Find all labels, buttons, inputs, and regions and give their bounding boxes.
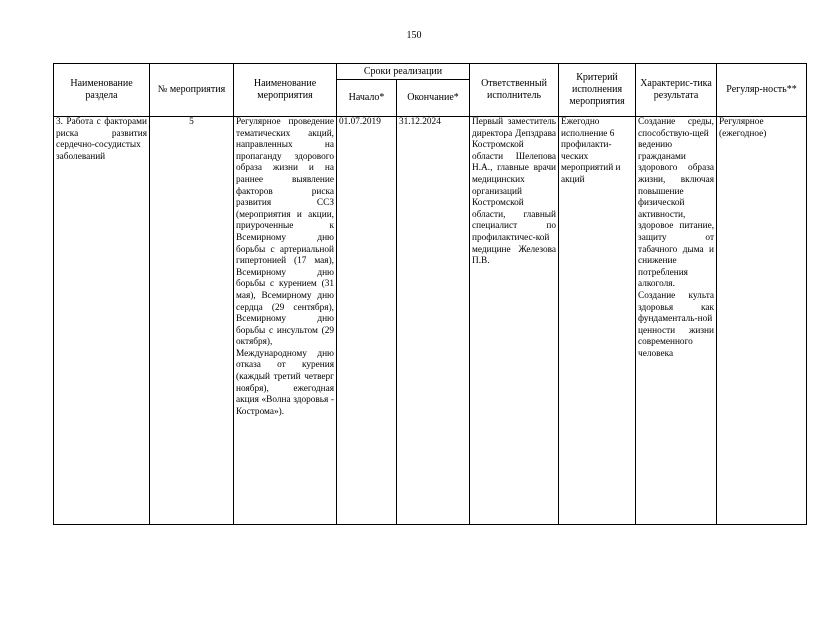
table-header: [54, 64, 807, 117]
header-result: Характерис-тика результата: [636, 64, 717, 117]
header-end: Окончание*: [397, 80, 470, 117]
header-section: Наименование раздела: [54, 64, 150, 117]
cell-result: Создание среды, способствую-щей ведению гражданами здорового образа жизни, включая повышение физической активности, здоровое питание, защиту от табачного дыма и снижение потребления алкоголя. Создание культа здоровья как фундаменталь-ной ценности жизни современного человека: [636, 117, 717, 525]
header-criterion: Критерий исполнения мероприятия: [559, 64, 636, 117]
cell-end: 31.12.2024: [397, 117, 470, 525]
header-terms: Сроки реализации: [337, 64, 470, 80]
cell-criterion: Ежегодно исполнение 6 профилакти-ческих мероприятий и акций: [559, 117, 636, 525]
cell-activity-name: Регулярное проведение тематических акций, направленных на пропаганду здорового образа жизни и на раннее выявление факторов риска развития ССЗ (мероприятия и акции, приуроченные к Всемирному дню борьбы с артериальной гипертонией (17 мая), Всемирному дню борьбы с курением (31 мая), Всемирному дню сердца (29 сентября), Всемирному дню борьбы с инсультом (29 октября), Международному дню отказа от курения (каждый третий четверг ноября), ежегодная акция «Волна здоровья - Кострома»).: [234, 117, 337, 525]
cell-regularity: Регулярное (ежегодное): [717, 117, 807, 525]
cell-responsible: Первый заместитель директора Депздрава Костромской области Шелепова Н.А., главные врачи медицинских организаций Костромской области, главный специалист по профилактичес-кой медицине Железова П.В.: [470, 117, 559, 525]
page-number: 150: [406, 30, 422, 41]
header-start: Начало*: [337, 80, 397, 117]
cell-section: 3. Работа с факторами риска развития сердечно-сосудистых заболеваний: [54, 117, 150, 525]
header-activity-name: Наименование мероприятия: [234, 64, 337, 117]
header-responsible: Ответственный исполнитель: [470, 64, 559, 117]
header-number: № мероприятия: [150, 64, 234, 117]
cell-number: 5: [150, 117, 234, 525]
cell-start: 01.07.2019: [337, 117, 397, 525]
header-regularity: Регуляр-ность**: [717, 64, 807, 117]
table-row: [54, 117, 807, 525]
activity-table: [53, 63, 807, 525]
